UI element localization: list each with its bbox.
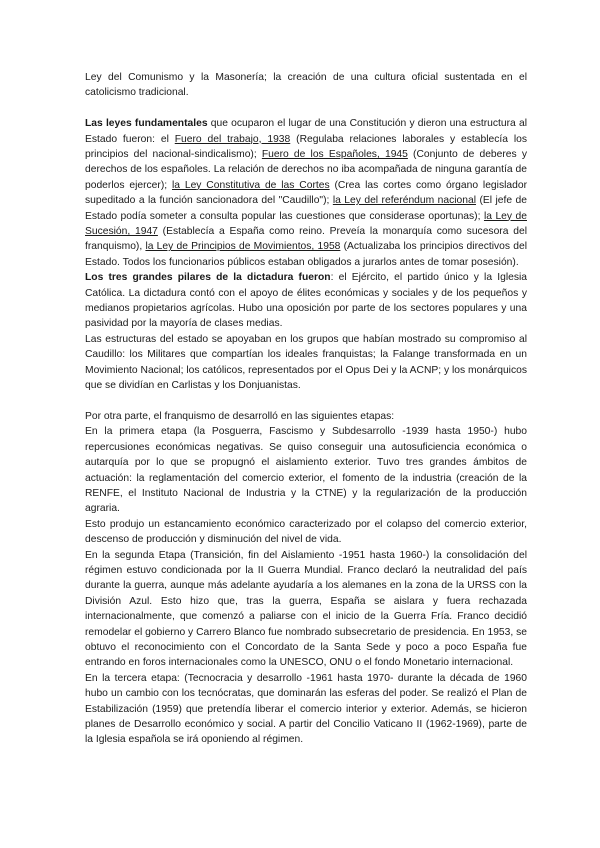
paragraph-etapas-intro: Por otra parte, el franquismo de desarrolló en las siguientes etapas: <box>85 410 395 422</box>
paragraph-gap <box>85 101 527 116</box>
leyes-text-5: (El jefe de Estado podía someter a consulta popular las cuestiones que considerase oportunas); <box>85 195 527 222</box>
leyes-text-1: que ocuparon el lugar de una Constitución y dieron una estructura al Estado fueron: el <box>85 118 527 145</box>
leyes-text-4: (Crea las cortes como órgano legislador supeditado a la función sancionadora del "Caudillo"); <box>85 179 527 207</box>
link-fuero-trabajo[interactable]: Fuero del trabajo, 1938 <box>174 133 291 145</box>
pilares-heading: Los tres grandes pilares de la dictadura fueron <box>85 272 331 284</box>
link-ley-principios[interactable]: la Ley de Principios de Movimientos, 1958 <box>145 241 341 253</box>
document-page <box>85 70 527 748</box>
paragraph-gap <box>85 394 527 409</box>
paragraph-intro-end: Ley del Comunismo y la Masonería; la creación de una cultura oficial sustentada en el catolicismo tradicional. <box>85 72 527 99</box>
link-ley-referendum[interactable]: la Ley del referéndum nacional <box>332 195 477 207</box>
link-ley-cortes[interactable]: la Ley Constitutiva de las Cortes <box>171 179 330 191</box>
paragraph-primera-etapa: En la primera etapa (la Posguerra, Fascismo y Subdesarrollo -1939 hasta 1950-) hubo repercusiones económicas negativas. Se quiso conseguir una autosuficiencia económica o autarquía por lo que se propugnó el aislamiento exterior. Tuvo tres grandes ámbitos de actuación: la reglamentación del comercio exterior, el fomento de la industria (creación de la RENFE, el Instituto Nacional de Industria y la CTNE) y la regularización de la producción agraria. <box>85 426 527 515</box>
paragraph-pilares <box>85 270 527 332</box>
paragraph-estancamiento: Esto produjo un estancamiento económico caracterizado por el colapso del comercio exterior, descenso de producción y disminución del nivel de vida. <box>85 518 527 546</box>
leyes-text-2: (Regulaba relaciones laborales y establecía los principios del nacional-sindicalismo); <box>85 133 527 161</box>
pilares-text: : el Ejército, el partido único y la Iglesia Católica. La dictadura contó con el apoyo de élites económicas y sociales y de los pequeños y medianos propietarios agrícolas. Hubo una oposición por parte de los sectores populares y una pasividad por la mayoría de clases medias. <box>85 272 527 330</box>
paragraph-leyes-fundamentales <box>85 116 527 270</box>
paragraph-estructuras: Las estructuras del estado se apoyaban en los grupos que habían mostrado su compromiso al Caudillo: los Militares que compartían los ideales franquistas; la Falange transformada en un Movimiento Nacional; los católicos, representados por el Opus Dei y la ACNP; y los monárquicos que se dividían en Carlistas y los Donjuanistas. <box>85 333 527 392</box>
leyes-text-7: (Actualizaba los principios directivos del Estado. Todos los funcionarios públicos estaban obligados a jurarlos antes de tomar posesión). <box>85 241 527 268</box>
link-fuero-espanoles[interactable]: Fuero de los Españoles, 1945 <box>261 149 408 161</box>
leyes-text-3: (Conjunto de deberes y derechos de los españoles. La relación de derechos no iba acompañada de ninguna garantía de poderlos ejercer); <box>85 149 527 191</box>
leyes-text-6: (Establecía a España como reino. Preveía la monarquía como sucesora del franquismo), <box>85 226 527 253</box>
paragraph-segunda-etapa: En la segunda Etapa (Transición, fin del Aislamiento -1951 hasta 1960-) la consolidación del régimen estuvo condicionada por la II Guerra Mundial. Franco declaró la neutralidad del país durante la guerra, aunque más adelante ayudaría a los alemanes en la zona de la URSS con la División Azul. Esto hizo que, tras la guerra, España se aislara y fuera rechazada internacionalmente, que comenzó a paliarse con el inicio de la Guerra Fría. Franco decidió remodelar el gobierno y Carrero Blanco fue nombrado subsecretario de presidencia. En 1953, se obtuvo el reconocimiento con el Concordato de la Santa Sede y poco a poco España fue entrando en foros internacionales como la UNESCO, ONU o el fondo Monetario internacional. <box>85 549 527 669</box>
leyes-heading: Las leyes fundamentales <box>85 118 208 130</box>
paragraph-tercera-etapa: En la tercera etapa: (Tecnocracia y desarrollo -1961 hasta 1970- durante la década de 1960 hubo un cambio con los tecnócratas, que dominarán las esferas del poder. Se realizó el Plan de Estabilización (1959) que pretendía liberar el comercio interior y exterior. Además, se hicieron planes de Desarrollo económico y social. A partir del Concilio Vaticano II (1962-1969), parte de la Iglesia española se irá oponiendo al régimen. <box>85 672 527 746</box>
link-ley-sucesion[interactable]: la Ley de Sucesión, 1947 <box>85 210 527 238</box>
